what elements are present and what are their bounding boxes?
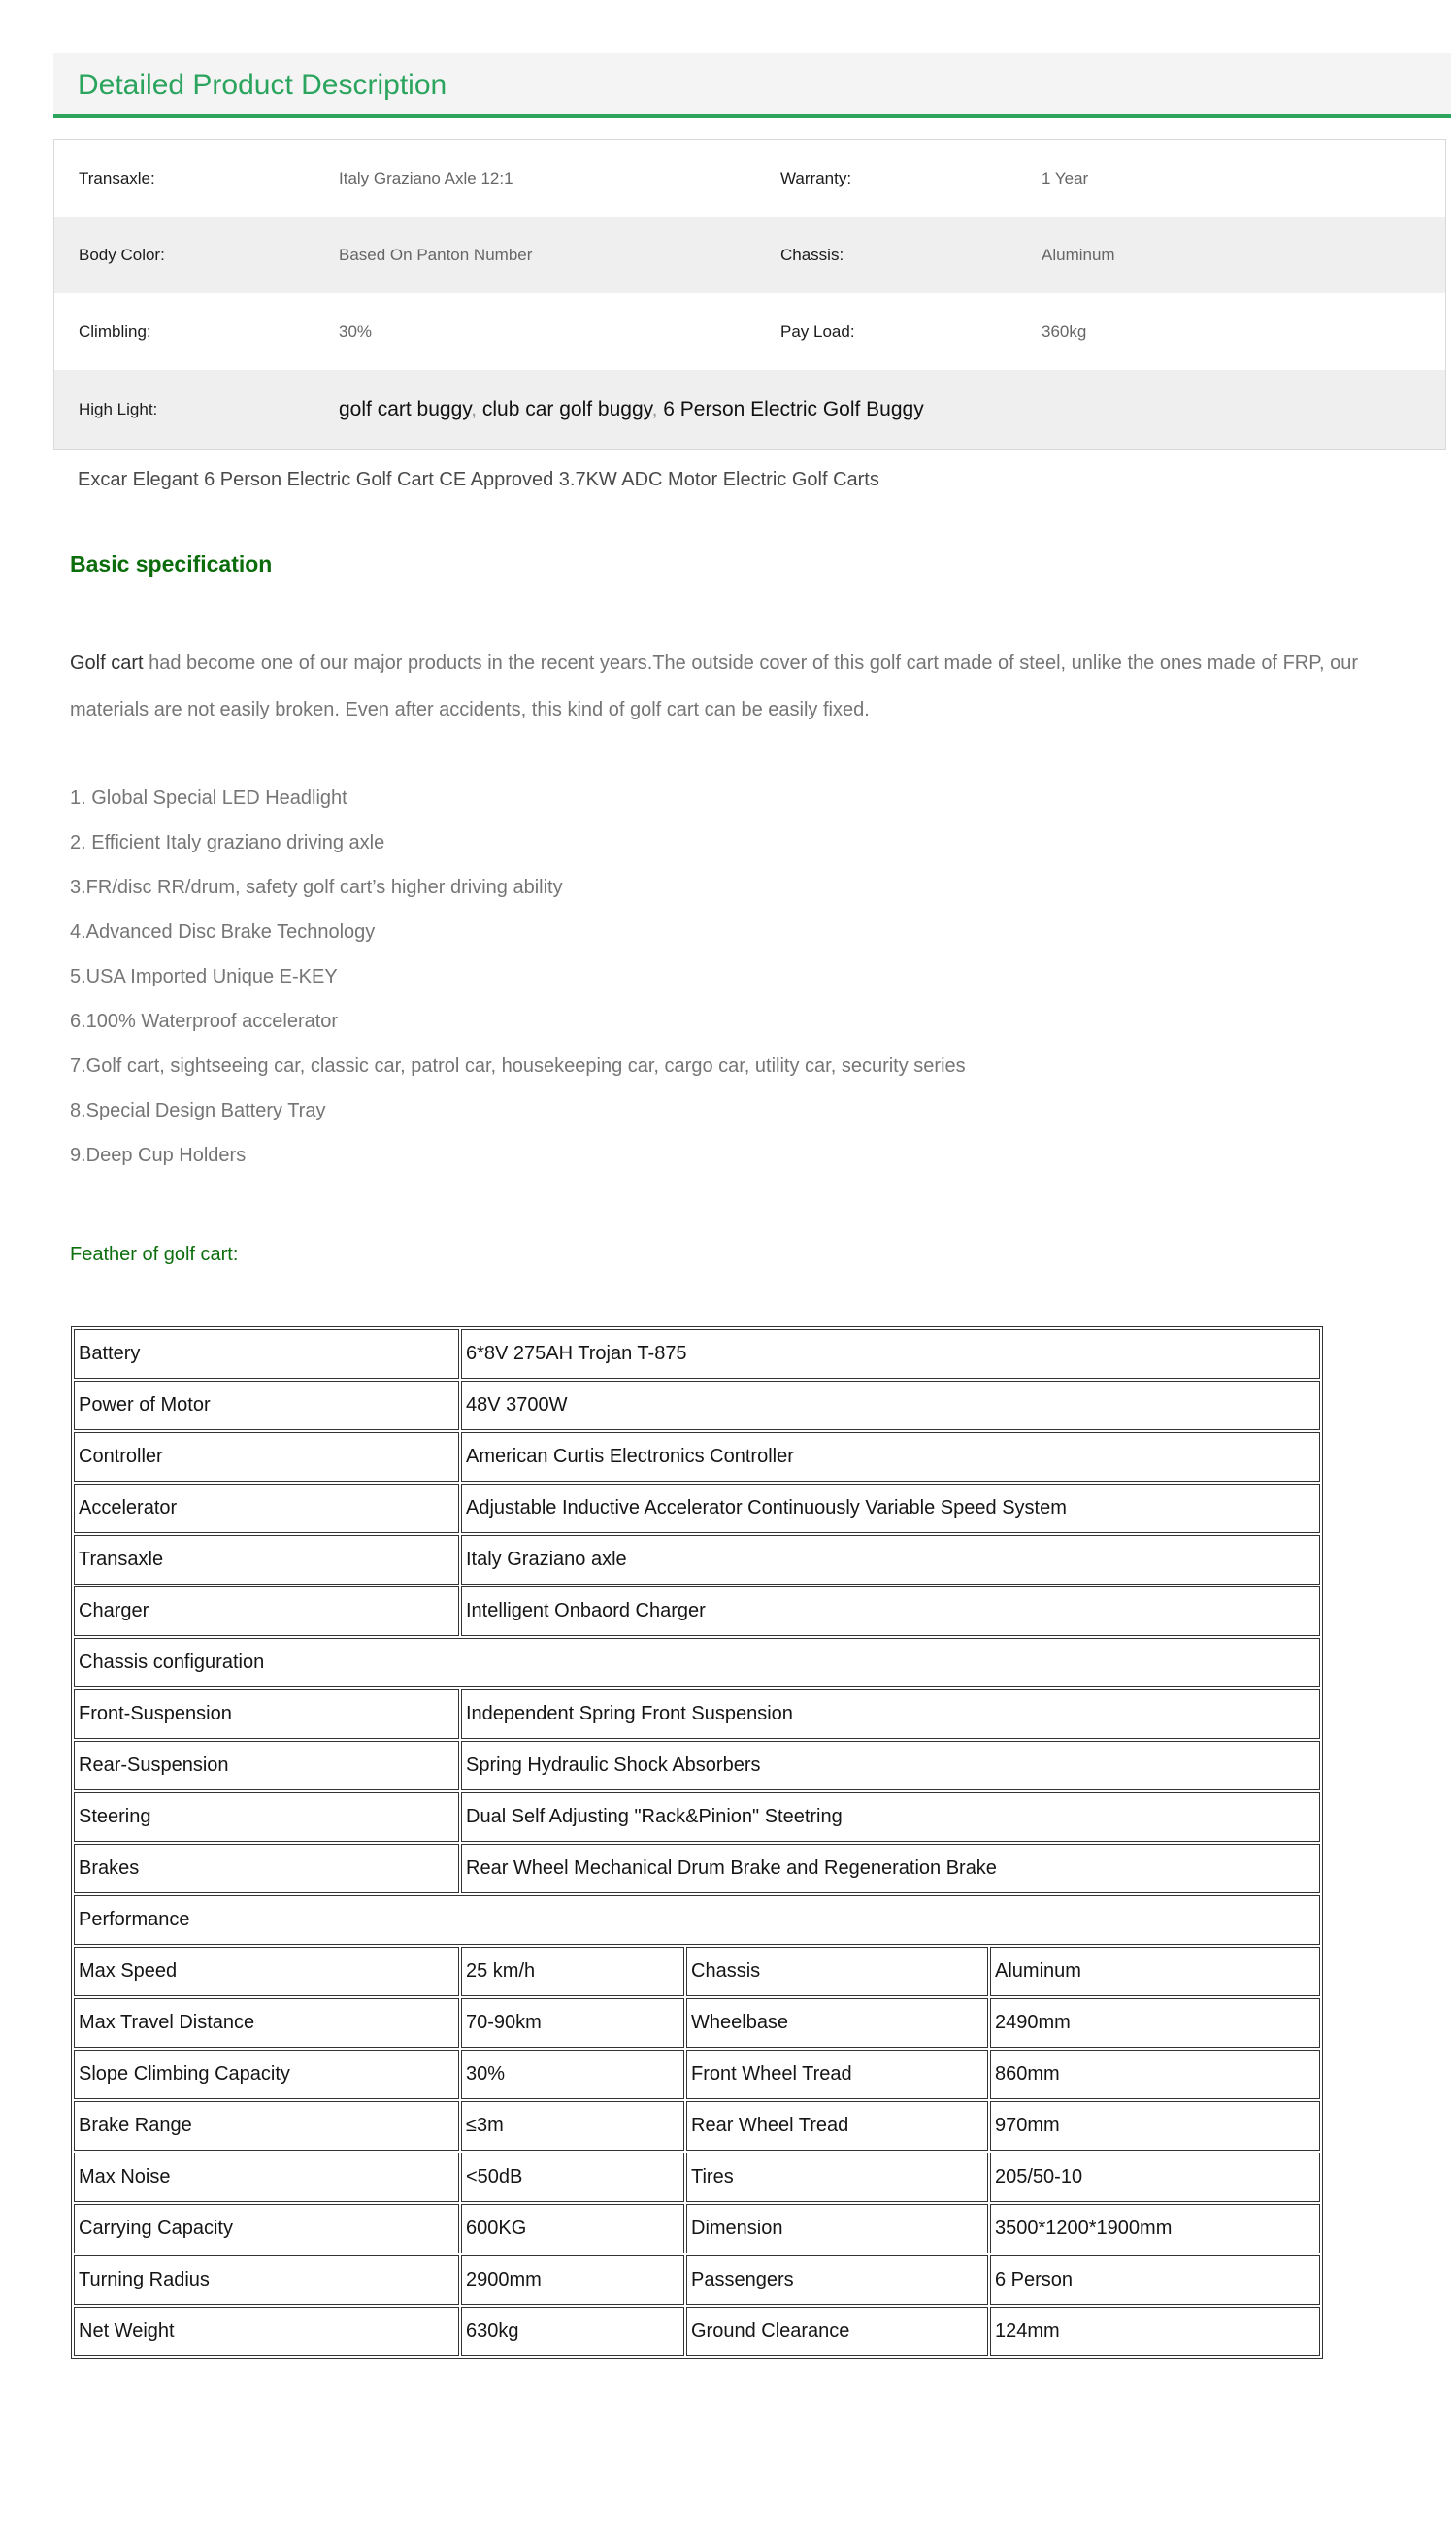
spec-row: [74, 2050, 1320, 2099]
spec-key-cell: Wheelbase: [686, 1998, 988, 2048]
summary-value: 1 Year: [1042, 168, 1089, 187]
spec-value-cell: 630kg: [461, 2307, 684, 2356]
spec-row: [74, 1895, 1320, 1945]
feature-list: [70, 776, 1456, 1178]
summary-value: Italy Graziano Axle 12:1: [339, 168, 513, 187]
spec-key-cell: Dimension: [686, 2204, 988, 2253]
spec-row: [74, 1432, 1320, 1482]
intro-paragraph: [70, 640, 1437, 733]
spec-value-cell: 48V 3700W: [461, 1381, 1320, 1430]
spec-key-cell: Steering: [74, 1792, 459, 1842]
spec-row: [74, 1741, 1320, 1790]
spec-key-cell: Battery: [74, 1329, 459, 1379]
spec-section-cell: Chassis configuration: [74, 1638, 1320, 1687]
intro-text: had become one of our major products in the recent years.The outside cover of this golf cart made of steel, unlike the ones made of FRP, our materials are not easily broken. Even after accidents, this kind of golf cart can be easily fixed.: [70, 652, 1359, 720]
spec-key-cell: Brake Range: [74, 2101, 459, 2151]
spec-row: [74, 2153, 1320, 2202]
highlight-separator: ,: [651, 397, 664, 420]
spec-value-cell: 70-90km: [461, 1998, 684, 2048]
feature-item: 2. Efficient Italy graziano driving axle: [70, 832, 385, 853]
spec-row: [74, 1844, 1320, 1893]
spec-value-cell: Aluminum: [990, 1947, 1320, 1996]
spec-key-cell: Front Wheel Tread: [686, 2050, 988, 2099]
summary-row: [54, 217, 1445, 293]
highlight-link[interactable]: 6 Person Electric Golf Buggy: [663, 397, 924, 420]
spec-value-cell: 205/50-10: [990, 2153, 1320, 2202]
spec-key-cell: Rear-Suspension: [74, 1741, 459, 1790]
spec-value-cell: 600KG: [461, 2204, 684, 2253]
page-title: Detailed Product Description: [78, 69, 447, 101]
spec-key-cell: Front-Suspension: [74, 1689, 459, 1739]
summary-label: Transaxle:: [79, 168, 155, 187]
spec-section-cell: Performance: [74, 1895, 1320, 1945]
spec-key-cell: Slope Climbing Capacity: [74, 2050, 459, 2099]
section-heading-basic-specification: Basic specification: [70, 551, 273, 577]
spec-value-cell: 124mm: [990, 2307, 1320, 2356]
feature-item: 8.Special Design Battery Tray: [70, 1100, 326, 1121]
spec-value-cell: 970mm: [990, 2101, 1320, 2151]
highlight-link[interactable]: golf cart buggy: [339, 397, 472, 420]
feature-item: 1. Global Special LED Headlight: [70, 787, 347, 809]
summary-value: Aluminum: [1042, 245, 1115, 264]
product-title: Excar Elegant 6 Person Electric Golf Cart CE Approved 3.7KW ADC Motor Electric Golf Carts: [78, 469, 879, 490]
spec-row: [74, 2255, 1320, 2305]
spec-row: [74, 1586, 1320, 1636]
spec-key-cell: Net Weight: [74, 2307, 459, 2356]
feature-item: 5.USA Imported Unique E-KEY: [70, 966, 338, 987]
spec-value-cell: 2490mm: [990, 1998, 1320, 2048]
spec-row: [74, 1638, 1320, 1687]
summary-row-highlight: [54, 370, 1445, 449]
spec-value-cell: 6*8V 275AH Trojan T-875: [461, 1329, 1320, 1379]
summary-value: Based On Panton Number: [339, 245, 533, 264]
spec-row: [74, 1535, 1320, 1585]
spec-key-cell: Max Speed: [74, 1947, 459, 1996]
spec-key-cell: Chassis: [686, 1947, 988, 1996]
spec-value-cell: Spring Hydraulic Shock Absorbers: [461, 1741, 1320, 1790]
spec-key-cell: Ground Clearance: [686, 2307, 988, 2356]
product-summary-table: [53, 139, 1446, 450]
spec-value-cell: 30%: [461, 2050, 684, 2099]
spec-value-cell: American Curtis Electronics Controller: [461, 1432, 1320, 1482]
spec-row: [74, 2307, 1320, 2356]
section-heading-feather: Feather of golf cart:: [70, 1244, 239, 1265]
highlight-link[interactable]: club car golf buggy: [481, 397, 652, 420]
spec-row: [74, 1947, 1320, 1996]
feature-item: 3.FR/disc RR/drum, safety golf cart’s higher driving ability: [70, 877, 563, 898]
highlight-separator: ,: [471, 397, 482, 420]
detailed-description-header: [53, 53, 1451, 118]
spec-key-cell: Tires: [686, 2153, 988, 2202]
spec-key-cell: Passengers: [686, 2255, 988, 2305]
spec-value-cell: Intelligent Onbaord Charger: [461, 1586, 1320, 1636]
spec-row: [74, 1689, 1320, 1739]
summary-label: Body Color:: [79, 245, 165, 264]
summary-label: Chassis:: [780, 245, 844, 264]
summary-label: Warranty:: [780, 168, 852, 187]
spec-value-cell: 25 km/h: [461, 1947, 684, 1996]
spec-row: [74, 2204, 1320, 2253]
spec-key-cell: Brakes: [74, 1844, 459, 1893]
spec-key-cell: Accelerator: [74, 1484, 459, 1533]
spec-value-cell: 6 Person: [990, 2255, 1320, 2305]
summary-label: High Light:: [79, 399, 158, 418]
spec-key-cell: Turning Radius: [74, 2255, 459, 2305]
spec-value-cell: Adjustable Inductive Accelerator Continuously Variable Speed System: [461, 1484, 1320, 1533]
spec-value-cell: 860mm: [990, 2050, 1320, 2099]
spec-value-cell: Rear Wheel Mechanical Drum Brake and Regeneration Brake: [461, 1844, 1320, 1893]
feature-item: 4.Advanced Disc Brake Technology: [70, 921, 376, 943]
spec-key-cell: Carrying Capacity: [74, 2204, 459, 2253]
spec-value-cell: Dual Self Adjusting "Rack&Pinion" Steetring: [461, 1792, 1320, 1842]
spec-row: [74, 1484, 1320, 1533]
summary-label: Climbling:: [79, 321, 151, 341]
spec-value-cell: <50dB: [461, 2153, 684, 2202]
spec-key-cell: Controller: [74, 1432, 459, 1482]
feature-item: 9.Deep Cup Holders: [70, 1145, 247, 1166]
summary-value: 30%: [339, 321, 373, 341]
spec-key-cell: Max Travel Distance: [74, 1998, 459, 2048]
summary-row: [54, 293, 1445, 370]
spec-value-cell: Italy Graziano axle: [461, 1535, 1320, 1585]
spec-value-cell: ≤3m: [461, 2101, 684, 2151]
spec-row: [74, 1998, 1320, 2048]
summary-row: [54, 140, 1445, 217]
spec-key-cell: Max Noise: [74, 2153, 459, 2202]
summary-value: 360kg: [1042, 321, 1087, 341]
golf-cart-lead[interactable]: Golf cart: [70, 652, 144, 674]
feature-item: 6.100% Waterproof accelerator: [70, 1011, 339, 1032]
feature-item: 7.Golf cart, sightseeing car, classic car, patrol car, housekeeping car, cargo car, utility car, security series: [70, 1055, 966, 1077]
spec-row: [74, 2101, 1320, 2151]
spec-value-cell: 3500*1200*1900mm: [990, 2204, 1320, 2253]
spec-row: [74, 1381, 1320, 1430]
spec-row: [74, 1792, 1320, 1842]
spec-key-cell: Power of Motor: [74, 1381, 459, 1430]
spec-key-cell: Rear Wheel Tread: [686, 2101, 988, 2151]
spec-value-cell: Independent Spring Front Suspension: [461, 1689, 1320, 1739]
spec-key-cell: Transaxle: [74, 1535, 459, 1585]
highlight-links: [339, 398, 1445, 421]
spec-key-cell: Charger: [74, 1586, 459, 1636]
spec-table: [71, 1326, 1323, 2359]
spec-row: [74, 1329, 1320, 1379]
summary-label: Pay Load:: [780, 321, 855, 341]
spec-value-cell: 2900mm: [461, 2255, 684, 2305]
